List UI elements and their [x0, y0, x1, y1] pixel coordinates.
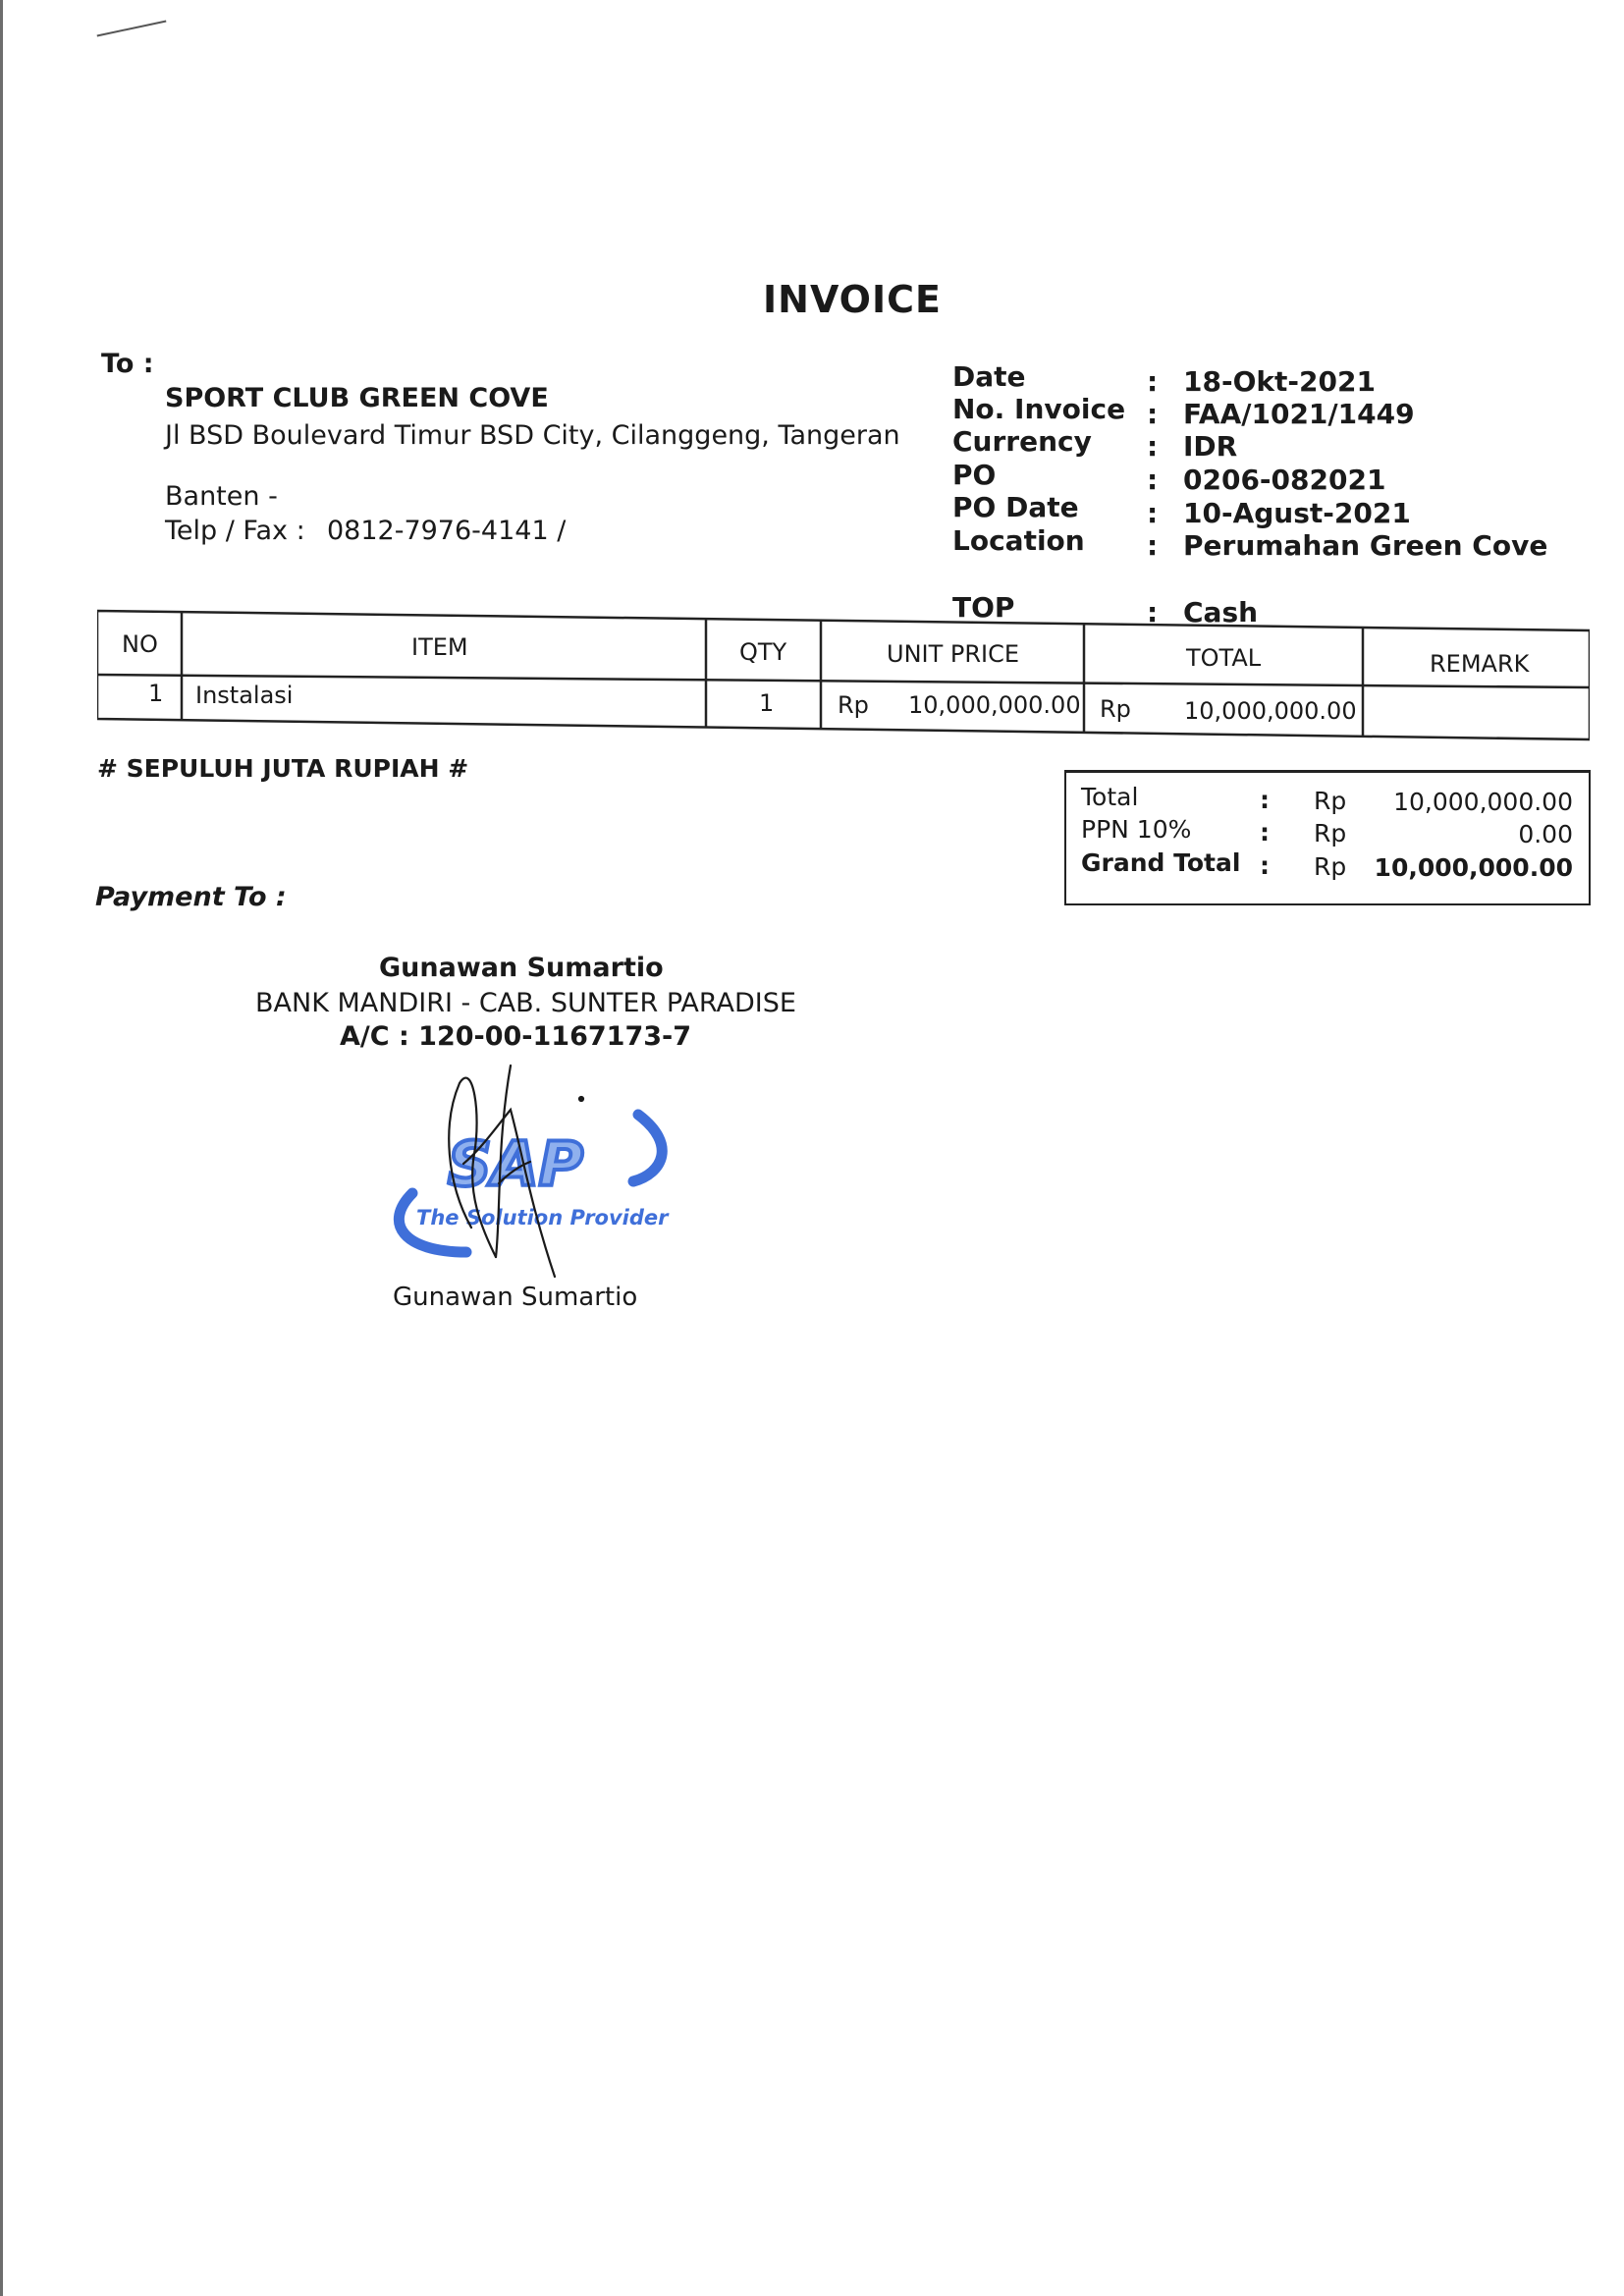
meta-label-date: Date — [952, 360, 1026, 393]
summary-currency: Rp — [1314, 852, 1347, 881]
col-header-no: NO — [122, 630, 158, 658]
meta-label-po-date: PO Date — [952, 491, 1079, 523]
summary-colon: : — [1260, 851, 1270, 880]
meta-colon: : — [1147, 365, 1159, 398]
to-label: To : — [101, 349, 154, 379]
table-grid — [97, 609, 1590, 741]
meta-value-po-date: 10-Agust-2021 — [1183, 497, 1411, 529]
telp-value: 0812-7976-4141 / — [327, 516, 567, 546]
meta-colon: : — [1147, 529, 1159, 562]
meta-value-currency: IDR — [1183, 430, 1238, 463]
summary-colon: : — [1260, 786, 1270, 814]
col-header-total: TOTAL — [1186, 644, 1262, 672]
cell-total: 10,000,000.00 — [1184, 697, 1357, 725]
cell-item: Instalasi — [195, 682, 294, 709]
col-header-unit-price: UNIT PRICE — [887, 640, 1020, 668]
meta-label-po: PO — [952, 459, 997, 491]
meta-value-top: Cash — [1183, 596, 1259, 629]
cell-total-currency: Rp — [1100, 695, 1131, 723]
summary-currency: Rp — [1314, 819, 1347, 847]
summary-label-grand-total: Grand Total — [1081, 848, 1241, 877]
meta-colon: : — [1147, 596, 1159, 629]
summary-colon: : — [1260, 818, 1270, 847]
payment-label: Payment To : — [95, 882, 287, 912]
col-header-item: ITEM — [411, 633, 468, 661]
stamp-tagline: The Solution Provider — [416, 1206, 669, 1230]
stamp-logo — [448, 1128, 583, 1200]
col-header-qty: QTY — [739, 638, 787, 666]
cell-unit-price-currency: Rp — [838, 691, 869, 719]
meta-value-location: Perumahan Green Cove — [1183, 529, 1548, 562]
payment-account: A/C : 120-00-1167173-7 — [340, 1021, 692, 1052]
company-stamp — [373, 1056, 687, 1282]
summary-currency: Rp — [1314, 787, 1347, 815]
meta-label-invoice-no: No. Invoice — [952, 393, 1126, 425]
telp-label: Telp / Fax : — [165, 516, 305, 546]
meta-colon: : — [1147, 464, 1159, 496]
items-table — [97, 609, 1590, 741]
payment-bank: BANK MANDIRI - CAB. SUNTER PARADISE — [255, 988, 796, 1018]
customer-name: SPORT CLUB GREEN COVE — [165, 383, 549, 413]
stamp-swoosh-right — [633, 1115, 662, 1181]
summary-label-total: Total — [1081, 783, 1139, 811]
meta-label-location: Location — [952, 524, 1085, 557]
cell-no: 1 — [148, 680, 164, 707]
cell-unit-price: 10,000,000.00 — [908, 691, 1081, 719]
meta-colon: : — [1147, 430, 1159, 463]
document-title: INVOICE — [763, 278, 942, 321]
meta-label-currency: Currency — [952, 425, 1092, 458]
meta-value-invoice-no: FAA/1021/1449 — [1183, 398, 1415, 430]
meta-label-top: TOP — [952, 591, 1015, 624]
amount-in-words: # SEPULUH JUTA RUPIAH # — [97, 754, 469, 783]
col-header-remark: REMARK — [1430, 650, 1530, 678]
meta-value-date: 18-Okt-2021 — [1183, 365, 1376, 398]
summary-amount-total: 10,000,000.00 — [1393, 788, 1573, 816]
customer-address-line2: Banten - — [165, 481, 278, 512]
meta-value-po: 0206-082021 — [1183, 464, 1386, 496]
meta-colon: : — [1147, 497, 1159, 529]
summary-amount-grand-total: 10,000,000.00 — [1374, 853, 1573, 882]
meta-colon: : — [1147, 398, 1159, 430]
svg-text:SAP: SAP — [448, 1128, 584, 1200]
payment-name: Gunawan Sumartio — [379, 953, 664, 983]
summary-amount-ppn: 0.00 — [1518, 820, 1573, 848]
customer-address-line1: Jl BSD Boulevard Timur BSD City, Cilanggeng, Tangeran — [165, 420, 900, 451]
scan-edge — [0, 0, 3, 2296]
signatory-name: Gunawan Sumartio — [393, 1283, 638, 1312]
cell-qty: 1 — [759, 689, 775, 717]
summary-label-ppn: PPN 10% — [1081, 815, 1192, 844]
scan-mark — [97, 21, 167, 37]
